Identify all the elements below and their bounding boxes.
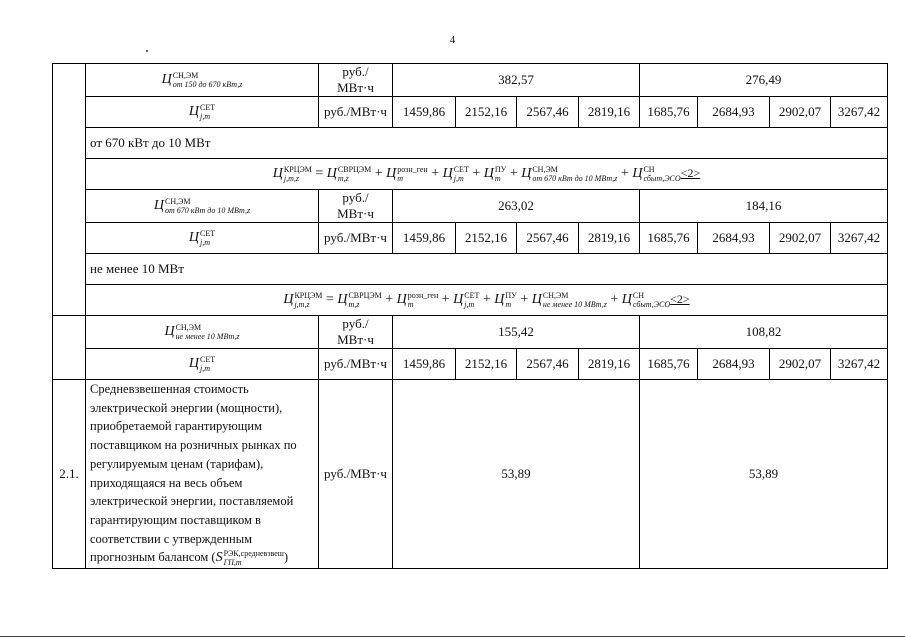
value-cell: 155,42	[393, 316, 640, 349]
value-cell: 1459,86	[393, 349, 456, 380]
value-cell: 1685,76	[640, 349, 698, 380]
value-cell: 2152,16	[456, 349, 517, 380]
description-line: приходящаяся на весь объем	[90, 475, 243, 490]
number-cell	[53, 64, 86, 316]
symbol-cell: Ц СН,ЭМ от 150 до 670 кВт,z	[86, 64, 319, 97]
value-cell: 53,89	[393, 380, 640, 569]
value-cell: 53,89	[640, 380, 888, 569]
table-row	[53, 97, 888, 128]
symbol-cell: Ц СЕТ j,m	[86, 349, 319, 380]
value-cell: 382,57	[393, 64, 640, 97]
unit-cell: руб./МВт·ч	[319, 380, 393, 569]
page-edge-line	[0, 636, 905, 637]
item-number: 2.1.	[53, 380, 86, 569]
value-cell: 2567,46	[517, 349, 579, 380]
formula-cell: Ц КРЦЭМ j,m,z = Ц СВРЦЭМ m,z + Ц розн_ген m + Ц СЕТ j,m + Ц ПУ m + Ц СН,ЭМ не менее 10 МВт,z + Ц СН сбыт,ЭСО <2>	[86, 285, 888, 316]
description-line: регулируемым ценам (тарифам),	[90, 456, 264, 471]
unit-cell: руб./ МВт·ч	[319, 316, 393, 349]
table-row	[53, 64, 888, 97]
value-cell: 263,02	[393, 190, 640, 223]
value-cell: 3267,42	[831, 349, 888, 380]
table-row	[53, 190, 888, 223]
number-cell	[53, 316, 86, 380]
value-cell: 1459,86	[393, 97, 456, 128]
table-row	[53, 223, 888, 254]
description-line: Средневзвешенная стоимость	[90, 382, 249, 396]
description-line: гарантирующим поставщиком в	[90, 512, 261, 527]
value-cell: 1459,86	[393, 223, 456, 254]
table-row	[53, 349, 888, 380]
tariff-table	[52, 63, 888, 569]
symbol-cell: Ц СЕТ j,m	[86, 223, 319, 254]
value-cell: 3267,42	[831, 97, 888, 128]
symbol-cell: Ц СН,ЭМ не менее 10 МВт,z	[86, 316, 319, 349]
value-cell: 2819,16	[579, 223, 640, 254]
value-cell: 2684,93	[698, 349, 770, 380]
value-cell: 2567,46	[517, 223, 579, 254]
description-line: электрической энергии (мощности),	[90, 400, 283, 415]
value-cell: 2902,07	[770, 349, 831, 380]
section-heading: от 670 кВт до 10 МВт	[86, 128, 888, 159]
description-line: прогнозным балансом (S РЭК,средневзвеш ГП,m )	[90, 549, 289, 568]
symbol-cell: Ц СЕТ j,m	[86, 97, 319, 128]
value-cell: 2902,07	[770, 223, 831, 254]
table-row	[53, 159, 888, 190]
value-cell: 2819,16	[579, 349, 640, 380]
description-line: приобретаемой гарантирующим	[90, 419, 262, 434]
table-row	[53, 285, 888, 316]
formula-cell: Ц КРЦЭМ j,m,z = Ц СВРЦЭМ m,z + Ц розн_ген m + Ц СЕТ j,m + Ц ПУ m + Ц СН,ЭМ от 670 кВт до 10 МВт,z + Ц СН сбыт,ЭСО <2>	[86, 159, 888, 190]
value-cell: 3267,42	[831, 223, 888, 254]
table-row	[53, 380, 888, 569]
unit-cell: руб./ МВт·ч	[319, 190, 393, 223]
table-row	[53, 128, 888, 159]
value-cell: 2152,16	[456, 223, 517, 254]
symbol-cell: Ц СН,ЭМ от 670 кВт до 10 МВт,z	[86, 190, 319, 223]
unit-cell: руб./ МВт·ч	[319, 64, 393, 97]
value-cell: 1685,76	[640, 223, 698, 254]
unit-cell: руб./МВт·ч	[319, 349, 393, 380]
section-heading: не менее 10 МВт	[86, 254, 888, 285]
value-cell: 2567,46	[517, 97, 579, 128]
value-cell: 108,82	[640, 316, 888, 349]
value-cell: 1685,76	[640, 97, 698, 128]
footnote-ref[interactable]: <2>	[670, 292, 690, 307]
value-cell: 2902,07	[770, 97, 831, 128]
scan-dot	[146, 50, 148, 52]
value-cell: 276,49	[640, 64, 888, 97]
value-cell: 184,16	[640, 190, 888, 223]
value-cell: 2819,16	[579, 97, 640, 128]
unit-cell: руб./МВт·ч	[319, 97, 393, 128]
description-line: соответствии с утвержденным	[90, 531, 252, 546]
unit-cell: руб./МВт·ч	[319, 223, 393, 254]
value-cell: 2684,93	[698, 223, 770, 254]
value-cell: 2152,16	[456, 97, 517, 128]
footnote-ref[interactable]: <2>	[680, 166, 701, 181]
page-number: 4	[449, 34, 456, 46]
item-description	[86, 380, 319, 569]
description-line: поставщиком на розничных рынках по	[90, 438, 297, 453]
table-row	[53, 254, 888, 285]
description-line: электрической энергии, поставляемой	[90, 494, 294, 509]
value-cell: 2684,93	[698, 97, 770, 128]
table-row	[53, 316, 888, 349]
